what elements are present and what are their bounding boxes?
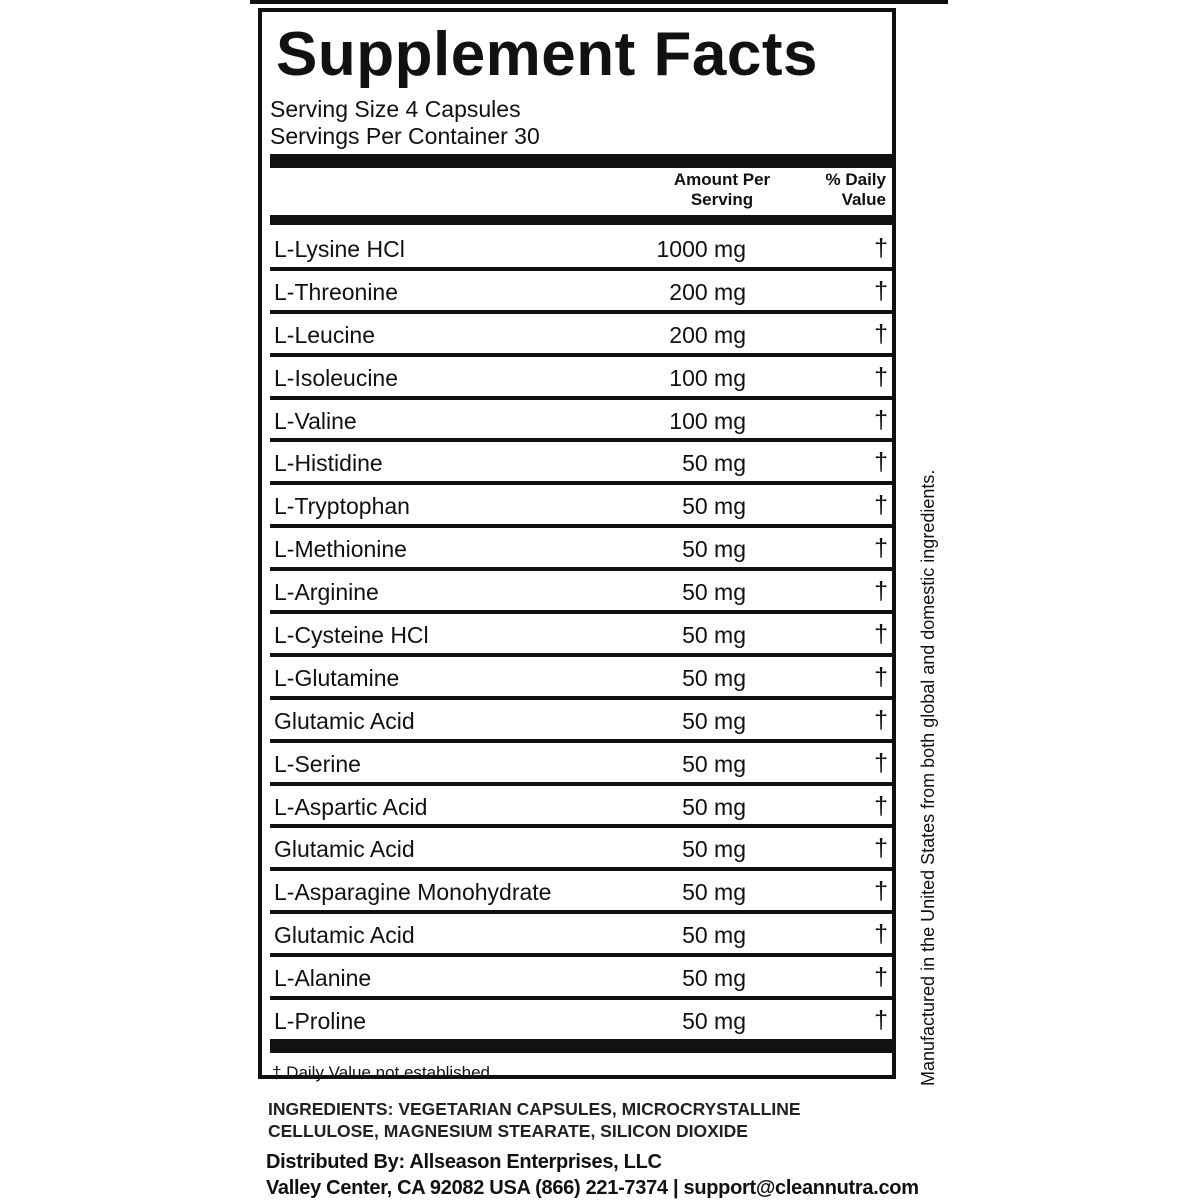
servings-per-container: Servings Per Container 30 (270, 123, 540, 149)
ingredient-amount: 50 mg (682, 493, 746, 520)
ingredient-name: L-Alanine (274, 965, 372, 992)
ingredient-amount: 50 mg (682, 750, 746, 777)
ingredients-label: INGREDIENTS: (268, 1099, 394, 1119)
ingredient-name: Glutamic Acid (274, 836, 415, 863)
ingredient-amount: 50 mg (682, 450, 746, 477)
ingredient-name: L-Asparagine Monohydrate (274, 879, 552, 906)
table-row (270, 871, 896, 914)
divider-bottom (270, 1039, 896, 1053)
manufacturing-note: Manufactured in the United States from both global and domestic ingredients. (918, 469, 938, 1086)
ingredient-amount: 50 mg (682, 965, 746, 992)
daily-value-mark: † (874, 276, 888, 305)
ingredient-name: L-Tryptophan (274, 493, 410, 520)
footnote: † Daily Value not established. (272, 1063, 495, 1082)
table-row (270, 442, 896, 485)
ingredient-amount: 100 mg (669, 407, 746, 434)
table-row (270, 1000, 896, 1043)
daily-value-mark: † (874, 362, 888, 391)
daily-value-mark: † (874, 877, 888, 906)
table-row (270, 528, 896, 571)
table-row (270, 400, 896, 443)
daily-value-mark: † (874, 662, 888, 691)
table-row (270, 485, 896, 528)
daily-value-mark: † (874, 1006, 888, 1035)
ingredient-amount: 50 mg (682, 922, 746, 949)
table-row (270, 743, 896, 786)
ingredient-name: L-Glutamine (274, 664, 400, 691)
table-row (270, 357, 896, 400)
table-row (270, 828, 896, 871)
ingredient-amount: 200 mg (669, 321, 746, 348)
ingredient-amount: 50 mg (682, 836, 746, 863)
ingredient-amount: 50 mg (682, 1008, 746, 1035)
daily-value-mark: † (874, 577, 888, 606)
daily-value-mark: † (874, 920, 888, 949)
daily-value-mark: † (874, 620, 888, 649)
daily-value-mark: † (874, 748, 888, 777)
daily-value-mark: † (874, 491, 888, 520)
table-row (270, 786, 896, 829)
daily-value-mark: † (874, 834, 888, 863)
ingredient-name: L-Cysteine HCl (274, 622, 429, 649)
ingredient-name: L-Valine (274, 407, 357, 434)
table-row (270, 957, 896, 1000)
ingredient-amount: 50 mg (682, 536, 746, 563)
daily-value-mark: † (874, 448, 888, 477)
table-row (270, 314, 896, 357)
table-row (270, 700, 896, 743)
ingredients-block (268, 1098, 908, 1142)
top-border-rule (250, 0, 948, 4)
supplement-facts-panel (258, 8, 896, 1082)
daily-value-mark: † (874, 234, 888, 262)
ingredient-amount: 50 mg (682, 879, 746, 906)
daily-value-mark: † (874, 705, 888, 734)
ingredient-amount: 200 mg (669, 278, 746, 305)
ingredient-amount: 100 mg (669, 364, 746, 391)
daily-value-mark: † (874, 791, 888, 820)
ingredient-amount: 1000 mg (656, 236, 746, 262)
ingredient-name: Glutamic Acid (274, 707, 415, 734)
daily-value-mark: † (874, 963, 888, 992)
table-row (270, 228, 896, 271)
serving-size: Serving Size 4 Capsules (270, 96, 521, 122)
ingredient-amount: 50 mg (682, 622, 746, 649)
distributor-info (266, 1149, 946, 1201)
table-row (270, 571, 896, 614)
table-row (270, 614, 896, 657)
ingredient-name: Glutamic Acid (274, 922, 415, 949)
distributor-line-2: Valley Center, CA 92082 USA (866) 221-7374 | support@cleannutra.com (266, 1177, 919, 1199)
ingredient-name: L-Histidine (274, 450, 383, 477)
table-row (270, 657, 896, 700)
ingredient-amount: 50 mg (682, 579, 746, 606)
column-header-daily-value: % Daily Value (825, 170, 886, 209)
ingredients-text: VEGETARIAN CAPSULES, MICROCRYSTALLINE CELLULOSE, MAGNESIUM STEARATE, SILICON DIOXIDE (268, 1099, 801, 1141)
daily-value-mark: † (874, 534, 888, 563)
divider-header (270, 215, 896, 225)
table-row (270, 914, 896, 957)
table-row (270, 271, 896, 314)
ingredient-name: L-Threonine (274, 278, 399, 305)
ingredient-name: L-Methionine (274, 536, 407, 563)
nutrient-table (270, 228, 896, 1043)
serving-info (270, 96, 540, 150)
ingredient-amount: 50 mg (682, 793, 746, 820)
ingredient-name: L-Lysine HCl (274, 236, 405, 262)
ingredient-name: L-Leucine (274, 321, 376, 348)
ingredient-name: L-Isoleucine (274, 364, 399, 391)
daily-value-mark: † (874, 405, 888, 434)
divider-thick (270, 154, 896, 168)
ingredient-amount: 50 mg (682, 707, 746, 734)
daily-value-mark: † (874, 319, 888, 348)
ingredient-name: L-Aspartic Acid (274, 793, 428, 820)
ingredient-name: L-Proline (274, 1008, 367, 1035)
panel-title: Supplement Facts (276, 20, 818, 89)
ingredient-name: L-Arginine (274, 579, 379, 606)
ingredient-name: L-Serine (274, 750, 361, 777)
distributor-line-1: Distributed By: Allseason Enterprises, LLC (266, 1151, 662, 1173)
column-header-amount: Amount Per Serving (673, 170, 771, 209)
ingredient-amount: 50 mg (682, 664, 746, 691)
